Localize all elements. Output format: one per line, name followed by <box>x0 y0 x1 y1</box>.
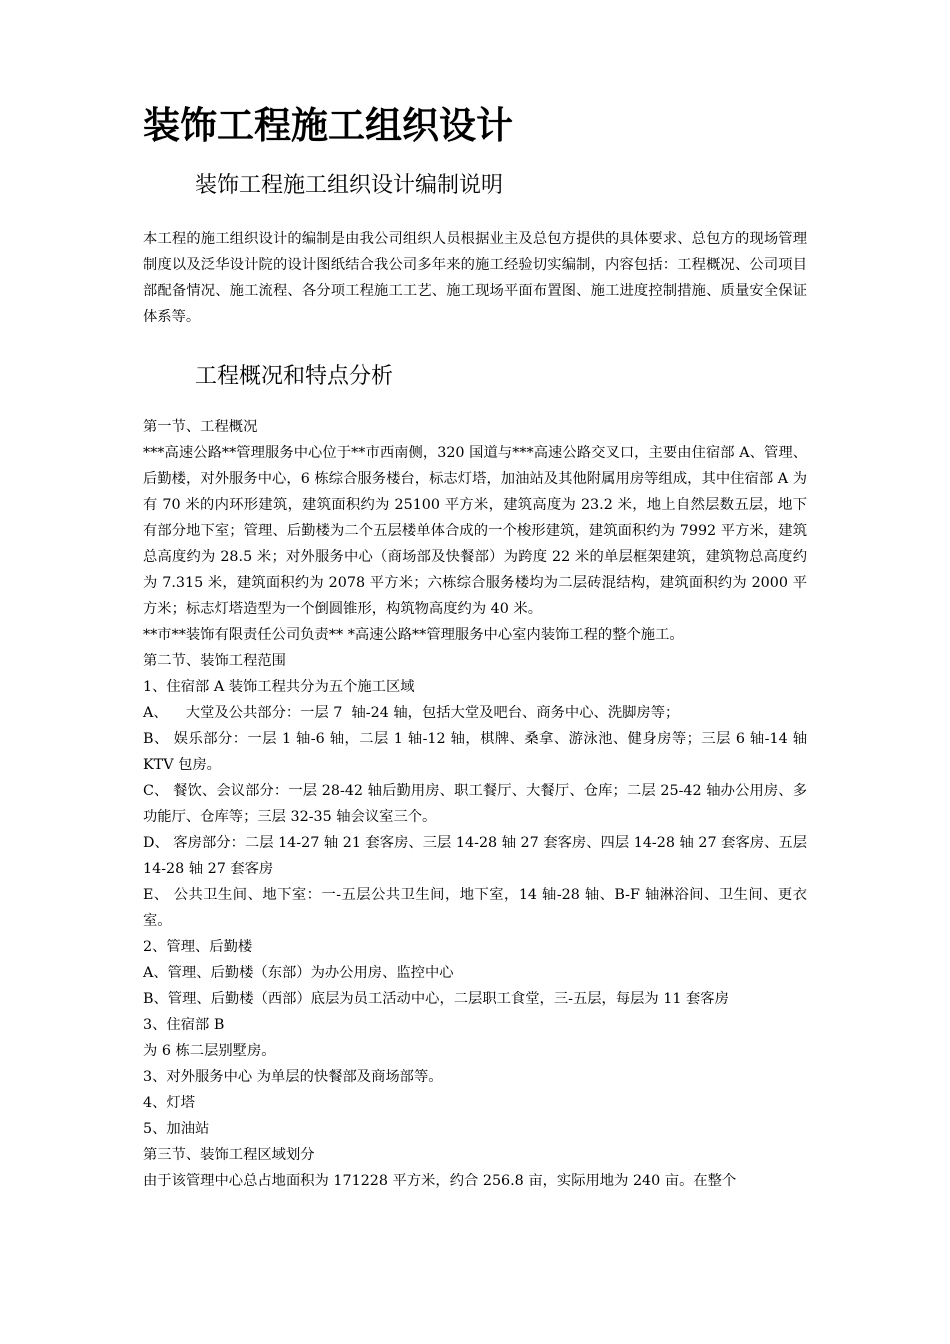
list-item: 为 6 栋二层别墅房。 <box>143 1043 276 1059</box>
list-item: E、 公共卫生间、地下室：一-五层公共卫生间，地下室，14 轴-28 轴、B-F 轴淋浴间、卫生间、更衣室。 <box>143 887 807 929</box>
section-heading-compilation-notes: 装饰工程施工组织设计编制说明 <box>195 173 504 198</box>
list-item: B、 娱乐部分：一层 1 轴-6 轴，二层 1 轴-12 轴，棋牌、桑拿、游泳池、健身房等；三层 6 轴-14 轴 KTV 包房。 <box>143 731 807 773</box>
list-item: 4、灯塔 <box>143 1095 195 1111</box>
subsection-heading: 第一节、工程概况 <box>143 419 258 435</box>
intro-paragraph: 本工程的施工组织设计的编制是由我公司组织人员根据业主及总包方提供的具体要求、总包方的现场管理制度以及泛华设计院的设计图纸结合我公司多年来的施工经验切实编制，内容包括：工程概况、公司项目部配备情况、施工流程、各分项工程施工工艺、施工现场平面布置图、施工进度控制措施、质量安全保证体系等。 <box>143 231 807 325</box>
body-paragraph: ***高速公路**管理服务中心位于**市西南侧，320 国道与***高速公路交叉口，主要由住宿部 A、管理、后勤楼，对外服务中心，6 栋综合服务楼台，标志灯塔，加油站及其他附属用房等组成，其中住宿部 A 为有 70 米的内环形建筑，建筑面积约为 25100 平方米，建筑高度为 23.2 米，地上自然层数五层，地下有部分地下室；管理、后勤楼为二个五层楼单体合成的一个梭形建筑，建筑面积约为 7992 平方米，建筑总高度约为 28.5 米；对外服务中心（商场部及快餐部）为跨度 22 米的单层框架建筑，建筑物总高度约为 7.315 米，建筑面积约为 2078 平方米；六栋综合服务楼均为二层砖混结构，建筑面积约为 2000 平方米；标志灯塔造型为一个倒圆锥形，构筑物高度约为 40 米。 <box>143 445 807 617</box>
document-title: 装饰工程施工组织设计 <box>143 103 513 147</box>
section-heading-project-overview: 工程概况和特点分析 <box>195 364 394 389</box>
subsection-heading: 第二节、装饰工程范围 <box>143 653 286 669</box>
list-item: A、管理、后勤楼（东部）为办公用房、监控中心 <box>143 965 454 981</box>
list-item: 3、对外服务中心 为单层的快餐部及商场部等。 <box>143 1069 443 1085</box>
list-item: 2、管理、后勤楼 <box>143 939 253 955</box>
list-item: 3、住宿部 B <box>143 1017 225 1033</box>
list-item: 5、加油站 <box>143 1121 210 1137</box>
list-item: D、 客房部分：二层 14-27 轴 21 套客房、三层 14-28 轴 27 套客房、四层 14-28 轴 27 套客房、五层 14-28 轴 27 套客房 <box>143 835 807 877</box>
list-item: A、 大堂及公共部分：一层 7 轴-24 轴，包括大堂及吧台、商务中心、洗脚房等； <box>143 705 680 721</box>
list-item: B、管理、后勤楼（西部）底层为员工活动中心，二层职工食堂，三-五层，每层为 11 套客房 <box>143 991 729 1007</box>
project-overview-body <box>143 414 807 1194</box>
body-paragraph: 由于该管理中心总占地面积为 171228 平方米，约合 256.8 亩，实际用地为 240 亩。在整个 <box>143 1173 737 1189</box>
body-paragraph: **市**装饰有限责任公司负责** *高速公路**管理服务中心室内装饰工程的整个施工。 <box>143 627 684 643</box>
list-item: C、 餐饮、会议部分：一层 28-42 轴后勤用房、职工餐厅、大餐厅、仓库；二层 25-42 轴办公用房、多功能厅、仓库等；三层 32-35 轴会议室三个。 <box>143 783 807 825</box>
list-item: 1、住宿部 A 装饰工程共分为五个施工区域 <box>143 679 415 695</box>
subsection-heading: 第三节、装饰工程区域划分 <box>143 1147 315 1163</box>
